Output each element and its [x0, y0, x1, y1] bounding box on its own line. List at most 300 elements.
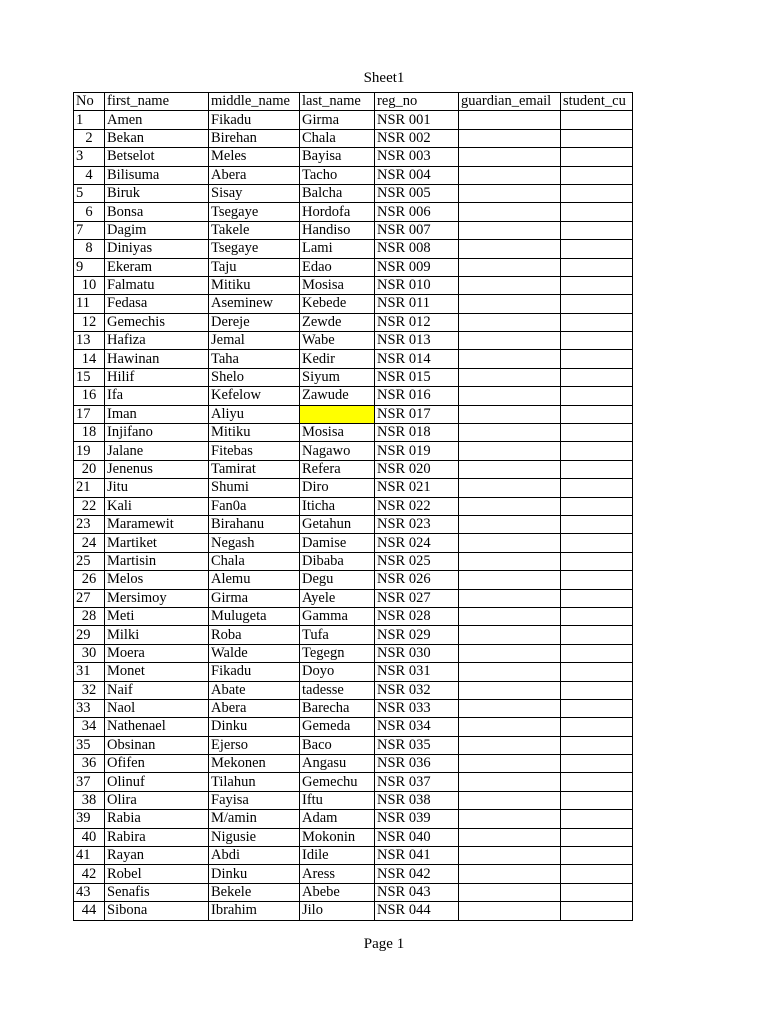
cell-first-name: Rabira	[105, 828, 209, 846]
table-row	[74, 515, 633, 533]
cell-no: 36	[74, 755, 105, 773]
cell-no: 23	[74, 515, 105, 533]
cell-middle-name: Sisay	[209, 184, 300, 202]
table-row	[74, 240, 633, 258]
cell-no: 31	[74, 663, 105, 681]
cell-no: 9	[74, 258, 105, 276]
cell-guardian-email	[459, 387, 561, 405]
table-row	[74, 828, 633, 846]
table-row	[74, 313, 633, 331]
cell-first-name: Fedasa	[105, 295, 209, 313]
cell-no: 7	[74, 221, 105, 239]
cell-no: 44	[74, 902, 105, 920]
cell-reg-no: NSR 033	[375, 699, 459, 717]
cell-reg-no: NSR 008	[375, 240, 459, 258]
cell-last-name: Getahun	[300, 515, 375, 533]
cell-no: 3	[74, 148, 105, 166]
cell-guardian-email	[459, 534, 561, 552]
cell-last-name: Ayele	[300, 589, 375, 607]
cell-first-name: Gemechis	[105, 313, 209, 331]
cell-student-cu	[561, 644, 633, 662]
cell-reg-no: NSR 025	[375, 552, 459, 570]
cell-first-name: Jalane	[105, 442, 209, 460]
cell-student-cu	[561, 828, 633, 846]
table-row	[74, 368, 633, 386]
cell-guardian-email	[459, 791, 561, 809]
cell-student-cu	[561, 332, 633, 350]
table-row	[74, 258, 633, 276]
cell-first-name: Hilif	[105, 368, 209, 386]
cell-student-cu	[561, 405, 633, 423]
cell-last-name: Mosisa	[300, 276, 375, 294]
cell-reg-no: NSR 017	[375, 405, 459, 423]
cell-guardian-email	[459, 497, 561, 515]
cell-first-name: Jitu	[105, 479, 209, 497]
cell-guardian-email	[459, 663, 561, 681]
cell-last-name: tadesse	[300, 681, 375, 699]
cell-middle-name: Fayisa	[209, 791, 300, 809]
cell-first-name: Olinuf	[105, 773, 209, 791]
cell-no: 26	[74, 571, 105, 589]
table-row	[74, 387, 633, 405]
cell-guardian-email	[459, 240, 561, 258]
cell-last-name: Diro	[300, 479, 375, 497]
cell-last-name: Refera	[300, 460, 375, 478]
cell-reg-no: NSR 011	[375, 295, 459, 313]
table-row	[74, 534, 633, 552]
cell-guardian-email	[459, 111, 561, 129]
cell-guardian-email	[459, 460, 561, 478]
cell-no: 39	[74, 810, 105, 828]
table-row	[74, 479, 633, 497]
cell-reg-no: NSR 032	[375, 681, 459, 699]
cell-guardian-email	[459, 699, 561, 717]
cell-guardian-email	[459, 313, 561, 331]
cell-last-name: Kedir	[300, 350, 375, 368]
cell-reg-no: NSR 039	[375, 810, 459, 828]
cell-student-cu	[561, 387, 633, 405]
cell-first-name: Robel	[105, 865, 209, 883]
cell-first-name: Injifano	[105, 424, 209, 442]
cell-middle-name: Fikadu	[209, 111, 300, 129]
cell-no: 15	[74, 368, 105, 386]
header-no: No	[74, 93, 105, 111]
cell-guardian-email	[459, 405, 561, 423]
table-row	[74, 773, 633, 791]
cell-middle-name: Birahanu	[209, 515, 300, 533]
table-row	[74, 276, 633, 294]
cell-first-name: Ekeram	[105, 258, 209, 276]
cell-no: 27	[74, 589, 105, 607]
table-row	[74, 442, 633, 460]
cell-last-name: Hordofa	[300, 203, 375, 221]
cell-guardian-email	[459, 883, 561, 901]
cell-middle-name: Dinku	[209, 718, 300, 736]
cell-no: 14	[74, 350, 105, 368]
cell-reg-no: NSR 007	[375, 221, 459, 239]
cell-first-name: Monet	[105, 663, 209, 681]
cell-middle-name: Tilahun	[209, 773, 300, 791]
table-row	[74, 883, 633, 901]
cell-student-cu	[561, 350, 633, 368]
cell-first-name: Rabia	[105, 810, 209, 828]
cell-no: 18	[74, 424, 105, 442]
table-row	[74, 607, 633, 625]
cell-middle-name: Dereje	[209, 313, 300, 331]
cell-no: 43	[74, 883, 105, 901]
cell-guardian-email	[459, 424, 561, 442]
cell-first-name: Iman	[105, 405, 209, 423]
cell-middle-name: Fikadu	[209, 663, 300, 681]
cell-reg-no: NSR 043	[375, 883, 459, 901]
cell-reg-no: NSR 042	[375, 865, 459, 883]
cell-first-name: Bilisuma	[105, 166, 209, 184]
cell-guardian-email	[459, 828, 561, 846]
cell-last-name: Angasu	[300, 755, 375, 773]
cell-student-cu	[561, 699, 633, 717]
cell-first-name: Jenenus	[105, 460, 209, 478]
cell-last-name: Chala	[300, 129, 375, 147]
cell-middle-name: Taha	[209, 350, 300, 368]
table-row	[74, 626, 633, 644]
cell-student-cu	[561, 571, 633, 589]
cell-reg-no: NSR 044	[375, 902, 459, 920]
table-row	[74, 755, 633, 773]
table-row	[74, 865, 633, 883]
table-row	[74, 681, 633, 699]
cell-first-name: Falmatu	[105, 276, 209, 294]
cell-middle-name: Shelo	[209, 368, 300, 386]
cell-no: 32	[74, 681, 105, 699]
cell-first-name: Sibona	[105, 902, 209, 920]
cell-middle-name: Chala	[209, 552, 300, 570]
cell-first-name: Moera	[105, 644, 209, 662]
cell-guardian-email	[459, 865, 561, 883]
cell-student-cu	[561, 184, 633, 202]
cell-first-name: Rayan	[105, 847, 209, 865]
cell-student-cu	[561, 883, 633, 901]
cell-middle-name: Ibrahim	[209, 902, 300, 920]
cell-guardian-email	[459, 258, 561, 276]
cell-last-name: Zawude	[300, 387, 375, 405]
cell-last-name: Nagawo	[300, 442, 375, 460]
cell-guardian-email	[459, 515, 561, 533]
cell-middle-name: Ejerso	[209, 736, 300, 754]
cell-middle-name: Aseminew	[209, 295, 300, 313]
cell-first-name: Melos	[105, 571, 209, 589]
cell-first-name: Naol	[105, 699, 209, 717]
cell-reg-no: NSR 010	[375, 276, 459, 294]
cell-last-name: Doyo	[300, 663, 375, 681]
cell-student-cu	[561, 681, 633, 699]
cell-last-name: Barecha	[300, 699, 375, 717]
cell-no: 22	[74, 497, 105, 515]
cell-student-cu	[561, 534, 633, 552]
cell-student-cu	[561, 203, 633, 221]
header-student-cu: student_cu	[561, 93, 633, 111]
cell-student-cu	[561, 663, 633, 681]
cell-no: 41	[74, 847, 105, 865]
cell-no: 2	[74, 129, 105, 147]
table-row	[74, 736, 633, 754]
cell-no: 16	[74, 387, 105, 405]
cell-last-name: Siyum	[300, 368, 375, 386]
cell-reg-no: NSR 021	[375, 479, 459, 497]
cell-student-cu	[561, 607, 633, 625]
cell-no: 1	[74, 111, 105, 129]
cell-guardian-email	[459, 479, 561, 497]
table-row	[74, 718, 633, 736]
cell-middle-name: Mitiku	[209, 424, 300, 442]
cell-last-name: Baco	[300, 736, 375, 754]
cell-no: 19	[74, 442, 105, 460]
cell-no: 28	[74, 607, 105, 625]
cell-first-name: Hafiza	[105, 332, 209, 350]
cell-middle-name: Meles	[209, 148, 300, 166]
cell-reg-no: NSR 006	[375, 203, 459, 221]
cell-last-name: Idile	[300, 847, 375, 865]
cell-student-cu	[561, 258, 633, 276]
cell-last-name: Gemechu	[300, 773, 375, 791]
cell-student-cu	[561, 791, 633, 809]
cell-last-name: Dibaba	[300, 552, 375, 570]
cell-last-name: Mosisa	[300, 424, 375, 442]
cell-reg-no: NSR 022	[375, 497, 459, 515]
cell-student-cu	[561, 773, 633, 791]
sheet-title: Sheet1	[363, 70, 405, 86]
cell-guardian-email	[459, 350, 561, 368]
cell-guardian-email	[459, 221, 561, 239]
cell-middle-name: Tsegaye	[209, 240, 300, 258]
cell-guardian-email	[459, 442, 561, 460]
cell-last-name: Balcha	[300, 184, 375, 202]
cell-middle-name: Aliyu	[209, 405, 300, 423]
cell-first-name: Obsinan	[105, 736, 209, 754]
cell-guardian-email	[459, 203, 561, 221]
cell-first-name: Milki	[105, 626, 209, 644]
cell-guardian-email	[459, 184, 561, 202]
cell-guardian-email	[459, 644, 561, 662]
cell-student-cu	[561, 515, 633, 533]
cell-reg-no: NSR 015	[375, 368, 459, 386]
cell-reg-no: NSR 023	[375, 515, 459, 533]
cell-guardian-email	[459, 552, 561, 570]
cell-student-cu	[561, 810, 633, 828]
cell-guardian-email	[459, 736, 561, 754]
cell-reg-no: NSR 030	[375, 644, 459, 662]
cell-guardian-email	[459, 902, 561, 920]
cell-no: 42	[74, 865, 105, 883]
table-row	[74, 111, 633, 129]
cell-reg-no: NSR 041	[375, 847, 459, 865]
cell-reg-no: NSR 012	[375, 313, 459, 331]
header-last-name: last_name	[300, 93, 375, 111]
cell-first-name: Meti	[105, 607, 209, 625]
cell-first-name: Martiket	[105, 534, 209, 552]
cell-guardian-email	[459, 166, 561, 184]
cell-reg-no: NSR 031	[375, 663, 459, 681]
cell-reg-no: NSR 009	[375, 258, 459, 276]
table-row	[74, 424, 633, 442]
cell-no: 40	[74, 828, 105, 846]
cell-student-cu	[561, 368, 633, 386]
cell-guardian-email	[459, 773, 561, 791]
cell-middle-name: Takele	[209, 221, 300, 239]
cell-last-name: Mokonin	[300, 828, 375, 846]
cell-last-name: Handiso	[300, 221, 375, 239]
cell-middle-name: Birehan	[209, 129, 300, 147]
cell-first-name: Betselot	[105, 148, 209, 166]
cell-student-cu	[561, 552, 633, 570]
cell-middle-name: Tamirat	[209, 460, 300, 478]
cell-guardian-email	[459, 368, 561, 386]
cell-first-name: Naif	[105, 681, 209, 699]
cell-last-name: Tacho	[300, 166, 375, 184]
cell-last-name: Gamma	[300, 607, 375, 625]
cell-first-name: Biruk	[105, 184, 209, 202]
cell-last-name: Damise	[300, 534, 375, 552]
cell-no: 21	[74, 479, 105, 497]
table-row	[74, 552, 633, 570]
cell-reg-no: NSR 036	[375, 755, 459, 773]
cell-student-cu	[561, 166, 633, 184]
cell-student-cu	[561, 497, 633, 515]
cell-student-cu	[561, 442, 633, 460]
cell-student-cu	[561, 276, 633, 294]
cell-guardian-email	[459, 681, 561, 699]
cell-last-name: Edao	[300, 258, 375, 276]
cell-no: 10	[74, 276, 105, 294]
table-row	[74, 350, 633, 368]
cell-last-name: Lami	[300, 240, 375, 258]
cell-no: 5	[74, 184, 105, 202]
cell-student-cu	[561, 589, 633, 607]
cell-middle-name: M/amin	[209, 810, 300, 828]
cell-no: 4	[74, 166, 105, 184]
cell-guardian-email	[459, 332, 561, 350]
cell-guardian-email	[459, 571, 561, 589]
cell-student-cu	[561, 865, 633, 883]
table-row	[74, 221, 633, 239]
cell-no: 34	[74, 718, 105, 736]
cell-no: 35	[74, 736, 105, 754]
cell-middle-name: Dinku	[209, 865, 300, 883]
table-row	[74, 902, 633, 920]
cell-first-name: Mersimoy	[105, 589, 209, 607]
cell-reg-no: NSR 038	[375, 791, 459, 809]
cell-reg-no: NSR 004	[375, 166, 459, 184]
student-table	[73, 92, 633, 921]
header-guardian-email: guardian_email	[459, 93, 561, 111]
cell-reg-no: NSR 034	[375, 718, 459, 736]
cell-middle-name: Taju	[209, 258, 300, 276]
cell-no: 17	[74, 405, 105, 423]
cell-student-cu	[561, 736, 633, 754]
cell-student-cu	[561, 313, 633, 331]
cell-reg-no: NSR 035	[375, 736, 459, 754]
cell-guardian-email	[459, 589, 561, 607]
cell-guardian-email	[459, 810, 561, 828]
cell-middle-name: Shumi	[209, 479, 300, 497]
cell-middle-name: Jemal	[209, 332, 300, 350]
cell-student-cu	[561, 626, 633, 644]
cell-last-name: Degu	[300, 571, 375, 589]
cell-no: 24	[74, 534, 105, 552]
cell-last-name: Kebede	[300, 295, 375, 313]
table-row	[74, 129, 633, 147]
table-row	[74, 699, 633, 717]
table-row	[74, 332, 633, 350]
cell-student-cu	[561, 240, 633, 258]
cell-no: 37	[74, 773, 105, 791]
table-row	[74, 589, 633, 607]
cell-student-cu	[561, 221, 633, 239]
cell-reg-no: NSR 026	[375, 571, 459, 589]
cell-student-cu	[561, 129, 633, 147]
cell-middle-name: Mekonen	[209, 755, 300, 773]
cell-first-name: Martisin	[105, 552, 209, 570]
cell-guardian-email	[459, 607, 561, 625]
cell-no: 20	[74, 460, 105, 478]
cell-reg-no: NSR 018	[375, 424, 459, 442]
cell-middle-name: Alemu	[209, 571, 300, 589]
cell-reg-no: NSR 014	[375, 350, 459, 368]
cell-guardian-email	[459, 129, 561, 147]
cell-reg-no: NSR 013	[375, 332, 459, 350]
cell-no: 8	[74, 240, 105, 258]
cell-middle-name: Girma	[209, 589, 300, 607]
cell-middle-name: Bekele	[209, 883, 300, 901]
table-row	[74, 166, 633, 184]
table-row	[74, 295, 633, 313]
cell-reg-no: NSR 037	[375, 773, 459, 791]
cell-no: 12	[74, 313, 105, 331]
cell-guardian-email	[459, 276, 561, 294]
cell-first-name: Dagim	[105, 221, 209, 239]
cell-no: 6	[74, 203, 105, 221]
table-row	[74, 460, 633, 478]
cell-middle-name: Walde	[209, 644, 300, 662]
cell-first-name: Olira	[105, 791, 209, 809]
cell-student-cu	[561, 111, 633, 129]
cell-middle-name: Fan0a	[209, 497, 300, 515]
cell-middle-name: Mulugeta	[209, 607, 300, 625]
cell-student-cu	[561, 148, 633, 166]
cell-last-name: Abebe	[300, 883, 375, 901]
table-row	[74, 497, 633, 515]
cell-middle-name: Tsegaye	[209, 203, 300, 221]
cell-student-cu	[561, 460, 633, 478]
cell-middle-name: Kefelow	[209, 387, 300, 405]
cell-last-name: Aress	[300, 865, 375, 883]
table-row	[74, 663, 633, 681]
cell-middle-name: Mitiku	[209, 276, 300, 294]
cell-student-cu	[561, 718, 633, 736]
cell-guardian-email	[459, 295, 561, 313]
cell-last-name: Jilo	[300, 902, 375, 920]
cell-last-name: Iftu	[300, 791, 375, 809]
cell-first-name: Kali	[105, 497, 209, 515]
cell-first-name: Senafis	[105, 883, 209, 901]
cell-last-name: Tufa	[300, 626, 375, 644]
header-reg-no: reg_no	[375, 93, 459, 111]
cell-reg-no: NSR 005	[375, 184, 459, 202]
table-row	[74, 184, 633, 202]
cell-middle-name: Roba	[209, 626, 300, 644]
header-row	[74, 93, 633, 111]
cell-reg-no: NSR 020	[375, 460, 459, 478]
cell-reg-no: NSR 024	[375, 534, 459, 552]
